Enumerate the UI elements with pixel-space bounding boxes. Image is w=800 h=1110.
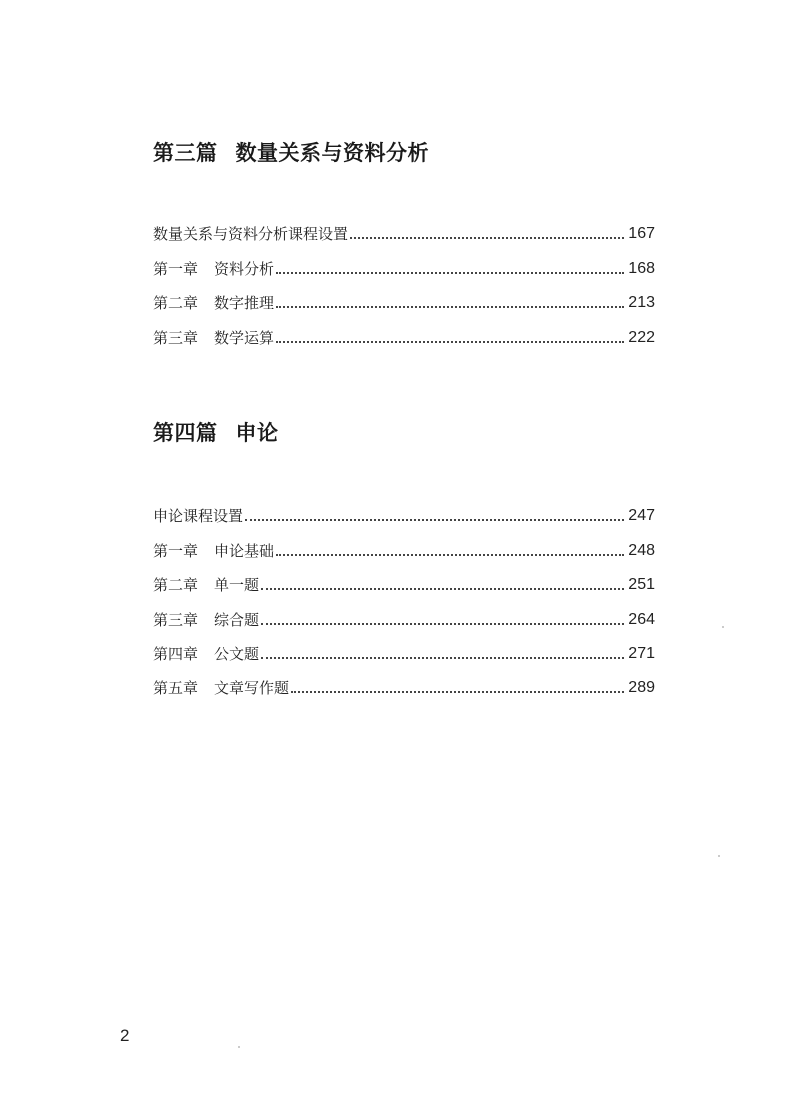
scan-speck xyxy=(722,626,724,628)
chapter-number: 第三章 xyxy=(153,610,199,629)
chapter-number: 第四章 xyxy=(153,644,199,663)
entry-title: 申论基础 xyxy=(214,541,275,560)
entry-page-number: 271 xyxy=(628,644,655,662)
entry-title: 数学运算 xyxy=(214,328,275,347)
toc-entry[interactable] xyxy=(153,210,655,244)
toc-entry[interactable] xyxy=(153,526,655,560)
entry-page-number: 289 xyxy=(628,679,655,697)
page-number: 2 xyxy=(120,1026,130,1045)
dot-leader xyxy=(261,656,624,659)
chapter-number: 第三章 xyxy=(153,328,199,347)
entry-title: 申论课程设置 xyxy=(153,507,244,526)
part-number: 第四篇 xyxy=(153,421,218,445)
entry-page-number: 251 xyxy=(628,576,655,594)
entry-title: 单一题 xyxy=(214,576,260,595)
toc-entry[interactable] xyxy=(153,279,655,313)
toc-entry[interactable] xyxy=(153,313,655,347)
part-number: 第三篇 xyxy=(153,141,218,165)
entry-page-number: 167 xyxy=(628,225,655,243)
entry-page-number: 222 xyxy=(628,328,655,346)
chapter-number: 第一章 xyxy=(153,541,199,560)
toc-entry[interactable] xyxy=(153,244,655,278)
part-title: 申论 xyxy=(235,421,279,445)
entry-page-number: 264 xyxy=(628,610,655,628)
dot-leader xyxy=(350,236,624,239)
entry-page-number: 247 xyxy=(628,507,655,525)
entry-title: 文章写作题 xyxy=(214,679,290,698)
entry-page-number: 168 xyxy=(628,259,655,277)
dot-leader xyxy=(276,271,624,274)
toc-entry[interactable] xyxy=(153,595,655,629)
toc-part-4 xyxy=(153,418,655,698)
part-heading xyxy=(153,138,655,168)
toc-entry[interactable] xyxy=(153,664,655,698)
scan-speck xyxy=(718,855,720,857)
entry-title: 综合题 xyxy=(214,610,260,629)
entry-title: 数量关系与资料分析课程设置 xyxy=(153,225,349,244)
toc-entries xyxy=(153,210,655,348)
part-title: 数量关系与资料分析 xyxy=(235,141,429,165)
entry-page-number: 248 xyxy=(628,541,655,559)
scan-speck xyxy=(238,1046,240,1048)
chapter-number: 第二章 xyxy=(153,576,199,595)
chapter-number: 第一章 xyxy=(153,259,199,278)
entry-page-number: 213 xyxy=(628,294,655,312)
dot-leader xyxy=(276,340,624,343)
dot-leader xyxy=(291,690,624,693)
part-heading xyxy=(153,418,655,448)
entry-title: 数字推理 xyxy=(214,294,275,313)
chapter-number: 第二章 xyxy=(153,294,199,313)
entry-title: 资料分析 xyxy=(214,259,275,278)
chapter-number: 第五章 xyxy=(153,679,199,698)
toc-entries xyxy=(153,492,655,698)
dot-leader xyxy=(261,587,624,590)
dot-leader xyxy=(276,305,624,308)
dot-leader xyxy=(261,622,624,625)
dot-leader xyxy=(276,553,624,556)
entry-title: 公文题 xyxy=(214,644,260,663)
dot-leader xyxy=(245,518,624,521)
toc-entry[interactable] xyxy=(153,630,655,664)
toc-entry[interactable] xyxy=(153,492,655,526)
toc-entry[interactable] xyxy=(153,561,655,595)
toc-part-3 xyxy=(153,138,655,348)
